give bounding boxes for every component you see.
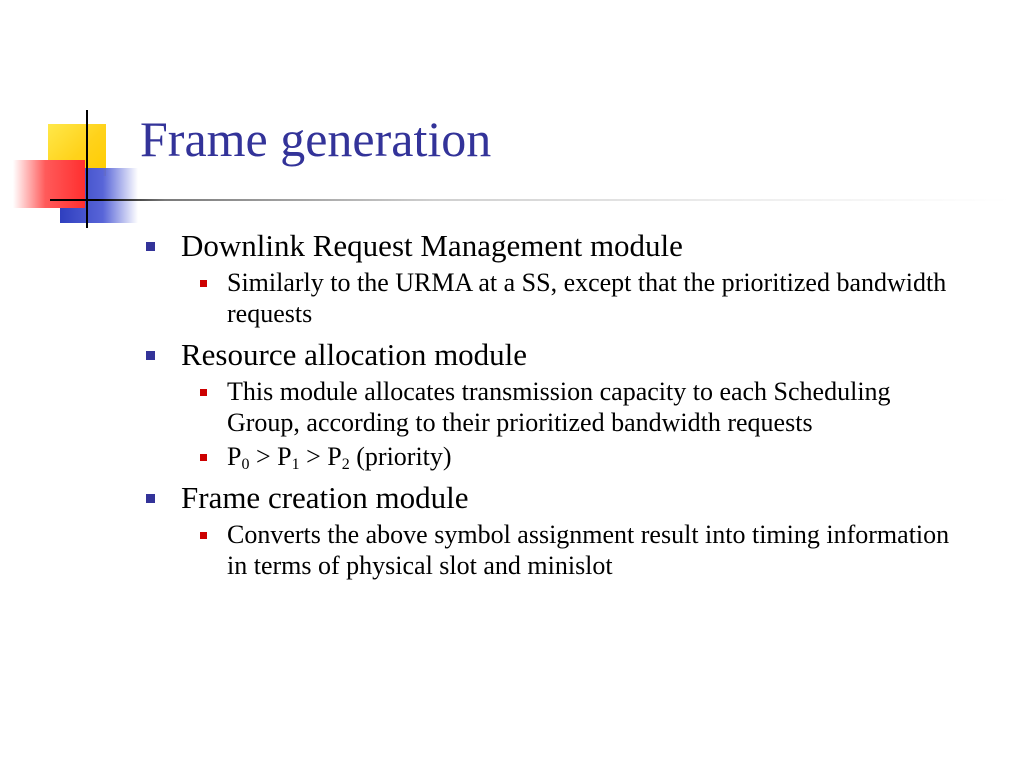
sub-bullet-urma [227, 267, 960, 329]
vertical-rule-decoration [86, 110, 88, 228]
small-square-bullet-icon [200, 454, 207, 461]
small-square-bullet-icon [200, 532, 207, 539]
bullet-label: Resource allocation module [181, 337, 528, 372]
sub-bullet-timing-conversion [227, 519, 960, 581]
sub-bullet-text: This module allocates transmission capacity to each Scheduling Group, according to their prioritized bandwidth requests [227, 377, 891, 437]
sub-bullet-text: Converts the above symbol assignment result into timing information in terms of physical slot and minislot [227, 520, 950, 580]
slide-title: Frame generation [140, 111, 492, 167]
square-bullet-icon [146, 242, 155, 251]
slide-body [140, 228, 960, 581]
priority-order-text: $P_0 > P_1 > P_2$ (priority) [227, 442, 452, 473]
bullet-label: Downlink Request Management module [181, 228, 683, 263]
bullet-label: Frame creation module [181, 480, 469, 515]
square-bullet-icon [146, 351, 155, 360]
sub-bullet-priority-order [227, 441, 960, 472]
bullet-frame-creation [140, 480, 960, 516]
bullet-resource-allocation [140, 337, 960, 373]
bullet-downlink-request-management [140, 228, 960, 264]
sub-bullet-capacity-allocation [227, 376, 960, 438]
sub-bullet-text: Similarly to the URMA at a SS, except that the prioritized bandwidth requests [227, 268, 947, 328]
title-underline [50, 199, 1010, 201]
small-square-bullet-icon [200, 389, 207, 396]
small-square-bullet-icon [200, 280, 207, 287]
square-bullet-icon [146, 494, 155, 503]
